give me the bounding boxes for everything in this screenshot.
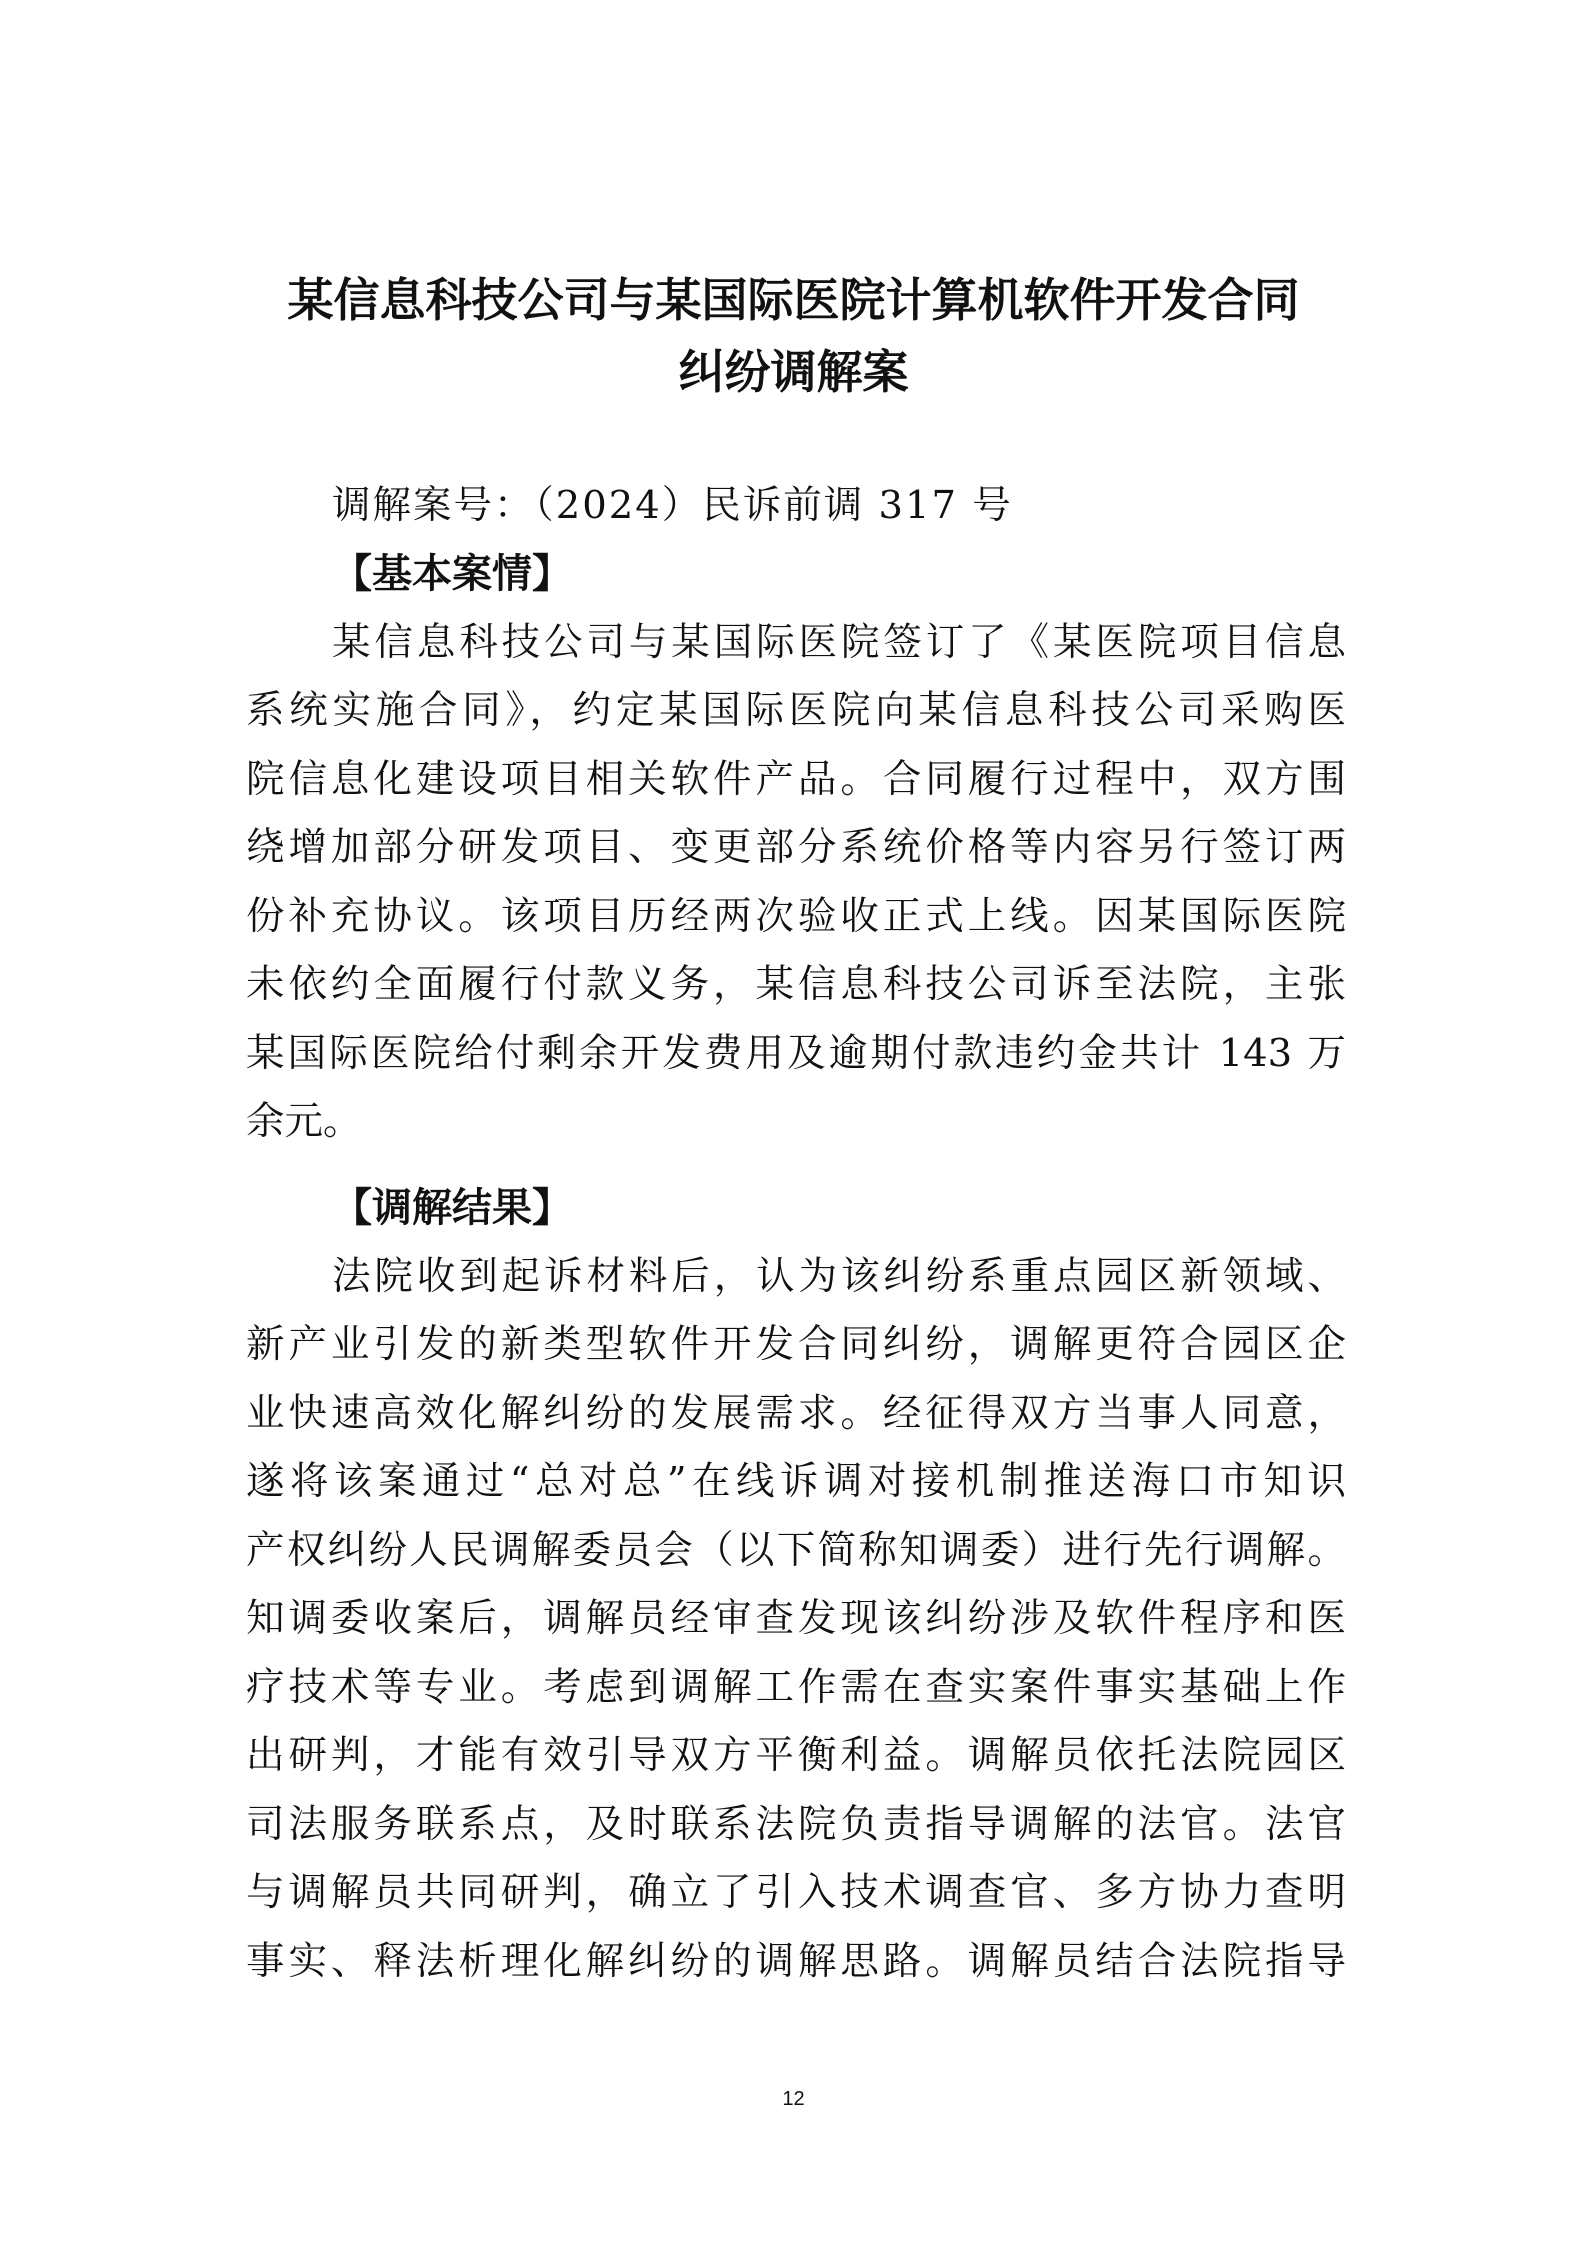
paragraph-line: 某信息科技公司与某国际医院签订了《某医院项目信息 — [332, 620, 1346, 665]
paragraph-line: 某国际医院给付剩余开发费用及逾期付款违约金共计 143 万 — [246, 1031, 1346, 1076]
document-title-line-2: 纠纷调解案 — [678, 345, 909, 399]
paragraph-line: 疗技术等专业。考虑到调解工作需在查实案件事实基础上作 — [246, 1665, 1346, 1710]
paragraph-line: 新产业引发的新类型软件开发合同纠纷，调解更符合园区企 — [246, 1322, 1346, 1367]
paragraph-line: 遂将该案通过“总对总”在线诉调对接机制推送海口市知识 — [246, 1459, 1346, 1504]
paragraph-line: 绕增加部分研发项目、变更部分系统价格等内容另行签订两 — [246, 825, 1346, 870]
section-heading-basic: 【基本案情】 — [332, 551, 572, 597]
paragraph-line: 余元。 — [246, 1099, 362, 1144]
paragraph-line: 业快速高效化解纠纷的发展需求。经征得双方当事人同意， — [246, 1391, 1346, 1436]
paragraph-line: 未依约全面履行付款义务，某信息科技公司诉至法院，主张 — [246, 962, 1346, 1007]
paragraph-line: 司法服务联系点，及时联系法院负责指导调解的法官。法官 — [246, 1802, 1346, 1847]
section-heading-result: 【调解结果】 — [332, 1185, 572, 1231]
case-number: 调解案号：（2024）民诉前调 317 号 — [332, 483, 1013, 528]
paragraph-line: 与调解员共同研判，确立了引入技术调查官、多方协力查明 — [246, 1870, 1346, 1915]
paragraph-line: 知调委收案后，调解员经审查发现该纠纷涉及软件程序和医 — [246, 1596, 1346, 1641]
paragraph-line: 出研判，才能有效引导双方平衡利益。调解员依托法院园区 — [246, 1733, 1346, 1778]
paragraph-line: 产权纠纷人民调解委员会（以下简称知调委）进行先行调解。 — [246, 1528, 1346, 1573]
paragraph-line: 事实、释法析理化解纠纷的调解思路。调解员结合法院指导 — [246, 1939, 1346, 1984]
paragraph-line: 份补充协议。该项目历经两次验收正式上线。因某国际医院 — [246, 894, 1346, 939]
paragraph-line: 院信息化建设项目相关软件产品。合同履行过程中，双方围 — [246, 757, 1346, 802]
document-title-line-1: 某信息科技公司与某国际医院计算机软件开发合同 — [287, 273, 1300, 327]
page-number: 12 — [782, 2088, 805, 2110]
paragraph-line: 法院收到起诉材料后，认为该纠纷系重点园区新领域、 — [332, 1254, 1346, 1299]
paragraph-line: 系统实施合同》，约定某国际医院向某信息科技公司采购医 — [246, 688, 1346, 733]
